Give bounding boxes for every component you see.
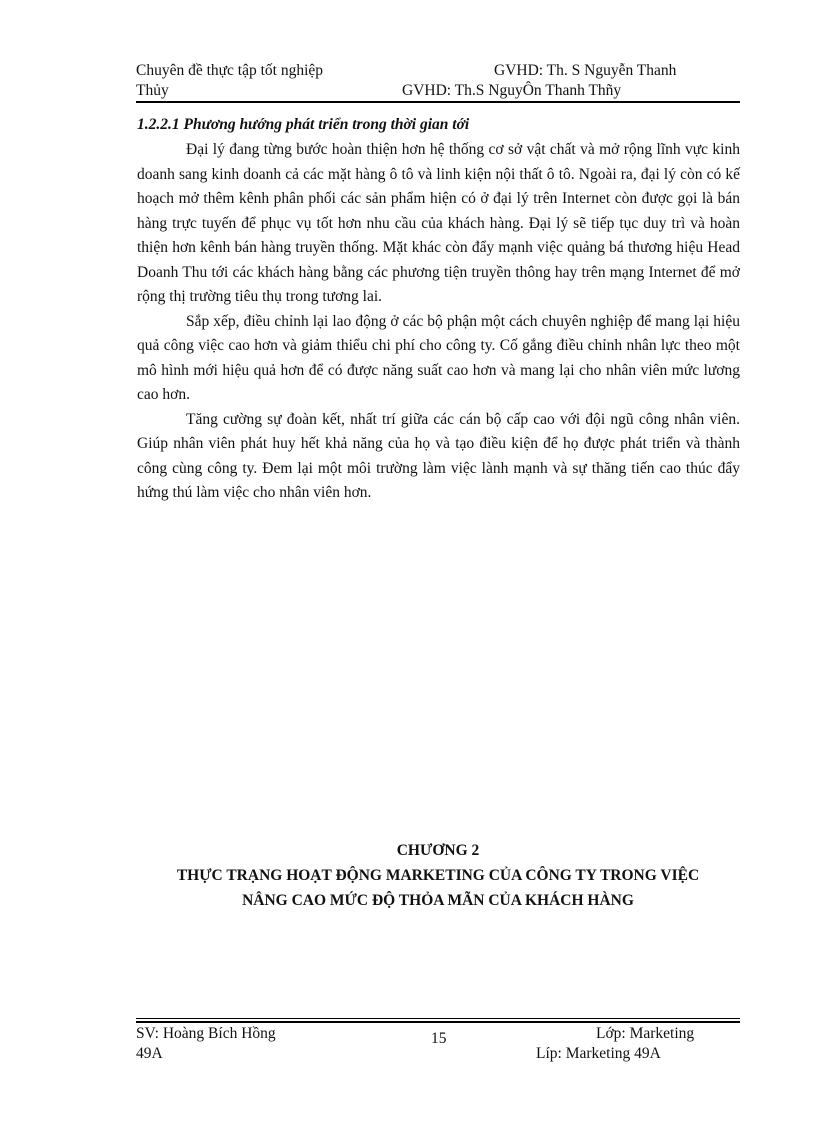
footer-class-alt: Líp: Marketing 49A: [536, 1045, 661, 1062]
section-body: [137, 138, 740, 506]
paragraph: Tăng cường sự đoàn kết, nhất trí giữa các cán bộ cấp cao với đội ngũ công nhân viên. Giúp nhân viên phát huy hết khả năng của họ và tạo điều kiện để họ được phát triển và thành công cùng công ty. Đem lại một môi trường làm việc lành mạnh và sự thăng tiến cao thúc đẩy hứng thú làm việc cho nhân viên hơn.: [137, 410, 740, 501]
footer-rule-bottom: [136, 1021, 740, 1023]
chapter-title-line1: THỰC TRẠNG HOẠT ĐỘNG MARKETING CỦA CÔNG TY TRONG VIỆC: [176, 867, 700, 884]
paragraph: Đại lý đang từng bước hoàn thiện hơn hệ thống cơ sở vật chất và mở rộng lĩnh vực kinh doanh sang kinh doanh cả các mặt hàng ô tô và linh kiện nội thất ô tô. Ngoài ra, đại lý còn có kế hoạch mở thêm kênh phân phối các sản phẩm hiện có ở đại lý trên Internet còn được gọi là bán hàng trực tuyến để phục vụ tốt hơn nhu cầu của khách hàng. Đại lý sẽ tiếp tục duy trì và hoàn thiện hơn kênh bán hàng truyền thống. Mặt khác còn đẩy mạnh việc quảng bá thương hiệu Head Doanh Thu tới các khách hàng bằng các phương tiện truyền thông hay trên mạng Internet để mở rộng thị trường tiêu thụ trong tương lai.: [137, 141, 740, 305]
footer-rule-top: [136, 1018, 740, 1019]
page-number: 15: [431, 1030, 447, 1047]
chapter-number: CHƯƠNG 2: [396, 842, 480, 859]
chapter-title-line2: NÂNG CAO MỨC ĐỘ THỎA MÃN CỦA KHÁCH HÀNG: [242, 892, 634, 909]
footer-student: SV: Hoàng Bích Hồng: [136, 1025, 276, 1042]
paragraph: Sắp xếp, điều chỉnh lại lao động ở các bộ phận một cách chuyên nghiệp để mang lại hiệu quả công việc cao hơn và giảm thiểu chi phí cho công ty. Cố gắng điều chỉnh nhân lực theo một mô hình mới hiệu quả hơn để có được năng suất cao hơn và mang lại cho nhân viên mức lương cao hơn.: [137, 312, 740, 403]
footer-class: Lớp: Marketing: [596, 1025, 695, 1042]
section-heading: 1.2.2.1 Phương hướng phát triển trong thời gian tới: [137, 116, 470, 133]
header-supervisor: GVHD: Th. S Nguyễn Thanh: [494, 62, 677, 79]
header-supervisor-continued: Thủy: [136, 82, 169, 99]
header-supervisor-alt: GVHD: Th.S NguyÔn Thanh Thñy: [402, 82, 622, 99]
header-rule: [136, 101, 740, 103]
footer-student-continued: 49A: [136, 1045, 163, 1062]
header-course-title: Chuyên đề thực tập tốt nghiệp: [136, 62, 324, 79]
